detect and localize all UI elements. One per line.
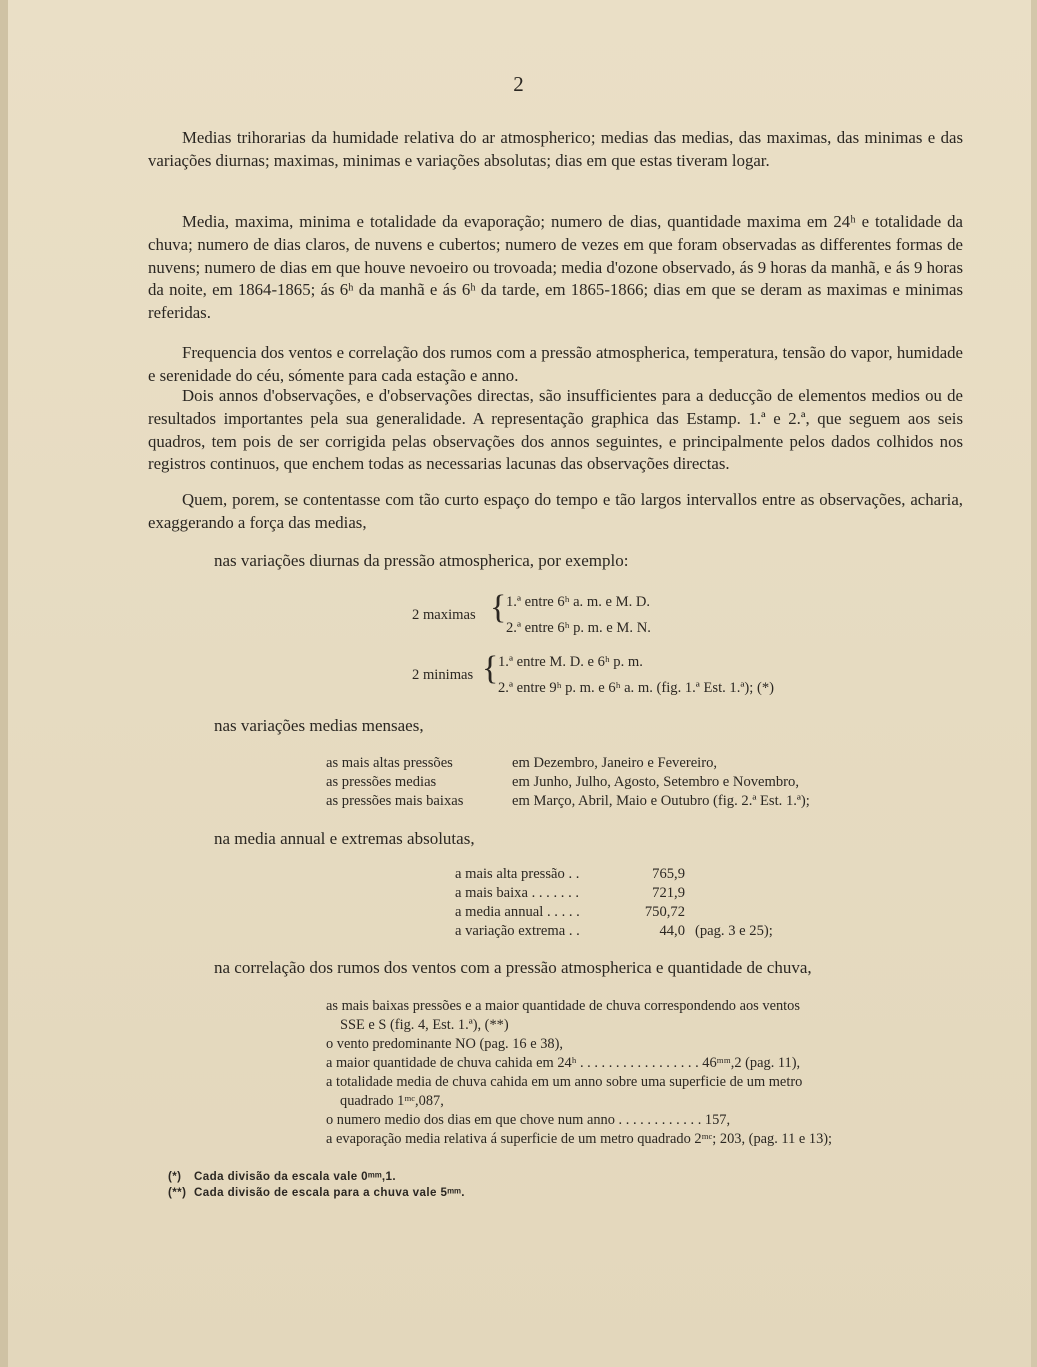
table-row [455, 884, 773, 903]
lead-chuva: na correlação dos rumos dos ventos com a pressão atmospherica e quantidade de chuva, [214, 958, 812, 977]
row-value: em Junho, Julho, Agosto, Setembro e Novembro, [512, 774, 799, 790]
paragraph-ventos: Frequencia dos ventos e correlação dos rumos com a pressão atmospherica, temperatura, tensão do vapor, humidade e serenidade do céu, sómente para cada estação e anno. [148, 343, 963, 385]
page-right-edge [1031, 0, 1037, 1367]
row-note [685, 884, 773, 903]
lead-annual: na media annual e extremas absolutas, [214, 829, 475, 848]
list-item: as mais baixas pressões e a maior quantidade de chuva correspondendo aos ventos [326, 998, 800, 1014]
label-minimas: 2 minimas [412, 667, 474, 683]
table-row [455, 903, 773, 922]
page-number: 2 [513, 72, 524, 96]
paragraph-evaporacao: Media, maxima, minima e totalidade da evaporação; numero de dias, quantidade maxima em 24ʰ e totalidade da chuva; numero de dias claros, de nuvens e cubertos; numero de vezes em que foram observadas as differentes formas de nuvens; numero de dias em que houve nevoeiro ou trovoada; media d'ozone observado, ás 9 horas da manhã, e ás 9 horas da noite, em 1864-1865; ás 6ʰ da manhã e ás 6ʰ da tarde, em 1865-1866; dias em que se deram as maximas e minimas referidas. [148, 212, 963, 323]
list-item: o vento predominante NO (pag. 16 e 38), [326, 1036, 563, 1052]
row-label: as pressões medias [326, 774, 437, 790]
footnote-text: Cada divisão de escala para a chuva vale 5ᵐᵐ. [194, 1186, 465, 1199]
lead-mensaes: nas variações medias mensaes, [214, 716, 424, 735]
brace-maximas: { [490, 589, 507, 626]
table-annual [455, 865, 773, 941]
list-item: quadrado 1ᵐᶜ,087, [340, 1093, 444, 1109]
row-value: 721,9 [652, 885, 685, 901]
row-value: 765,9 [652, 866, 685, 882]
label-maximas: 2 maximas [412, 607, 476, 623]
row-value: 44,0 [659, 923, 685, 939]
lead-diurnas: nas variações diurnas da pressão atmospherica, por exemplo: [214, 551, 629, 570]
list-item: o numero medio dos dias em que chove num anno . . . . . . . . . . . . 157, [326, 1112, 731, 1128]
row-note [685, 865, 773, 884]
row-value: em Dezembro, Janeiro e Fevereiro, [512, 755, 718, 771]
table-row [455, 865, 773, 884]
list-item: a totalidade media de chuva cahida em um anno sobre uma superficie de um metro [326, 1074, 803, 1090]
brace-minimas: { [482, 650, 499, 687]
footnote [168, 1186, 465, 1199]
list-item: a maior quantidade de chuva cahida em 24ʰ . . . . . . . . . . . . . . . . . 46ᵐᵐ,2 (pag. 11), [326, 1055, 801, 1071]
page-left-edge [0, 0, 8, 1367]
minimas-item: 2.ª entre 9ʰ p. m. e 6ʰ a. m. (fig. 1.ª Est. 1.ª); (*) [498, 680, 774, 696]
footnote-mark: (*) [168, 1170, 182, 1183]
row-label: a variação extrema . . [455, 923, 580, 939]
table-row [455, 922, 773, 941]
list-chuva [326, 997, 963, 1149]
row-note: (pag. 3 e 25); [695, 923, 773, 939]
minimas-item: 1.ª entre M. D. e 6ʰ p. m. [498, 654, 643, 670]
table-row [326, 754, 810, 773]
table-row [326, 773, 810, 792]
footnote [168, 1170, 396, 1183]
footnote-text: Cada divisão da escala vale 0ᵐᵐ,1. [194, 1170, 396, 1183]
footnote-mark: (**) [168, 1186, 187, 1199]
row-note [685, 903, 773, 922]
table-row [326, 792, 810, 811]
paragraph-humidade: Medias trihorarias da humidade relativa do ar atmospherico; medias das medias, das maximas, das minimas e das variações diurnas; maximas, minimas e variações absolutas; dias em que estas tiveram logar. [148, 128, 963, 170]
list-item: a evaporação media relativa á superficie de um metro quadrado 2ᵐᶜ; 203, (pag. 11 e 13); [326, 1131, 833, 1147]
maximas-item: 1.ª entre 6ʰ a. m. e M. D. [506, 594, 651, 610]
table-mensaes [326, 754, 810, 811]
row-label: a media annual . . . . . [455, 904, 580, 920]
row-label: as pressões mais baixas [326, 793, 464, 809]
paragraph-medias: Quem, porem, se contentasse com tão curto espaço do tempo e tão largos intervallos entre as observações, acharia, exaggerando a força das medias, [148, 490, 963, 532]
row-label: as mais altas pressões [326, 755, 453, 771]
row-label: a mais alta pressão . . [455, 866, 580, 882]
maximas-item: 2.ª entre 6ʰ p. m. e M. N. [506, 620, 651, 636]
row-value: 750,72 [644, 904, 685, 920]
list-item: SSE e S (fig. 4, Est. 1.ª), (**) [340, 1017, 509, 1033]
row-label: a mais baixa . . . . . . . [455, 885, 580, 901]
row-value: em Março, Abril, Maio e Outubro (fig. 2.ª Est. 1.ª); [512, 793, 810, 809]
paragraph-observacoes: Dois annos d'observações, e d'observações directas, são insufficientes para a deducção de elementos medios ou de resultados importantes pela sua generalidade. A representação graphica das Estamp. 1.ª e 2.ª, que seguem aos seis quadros, tem pois de ser corrigida pelas observações dos annos seguintes, e principalmente pelos dados colhidos nos registros continuos, que enchem todas as necessarias lacunas das observações directas. [148, 386, 963, 474]
